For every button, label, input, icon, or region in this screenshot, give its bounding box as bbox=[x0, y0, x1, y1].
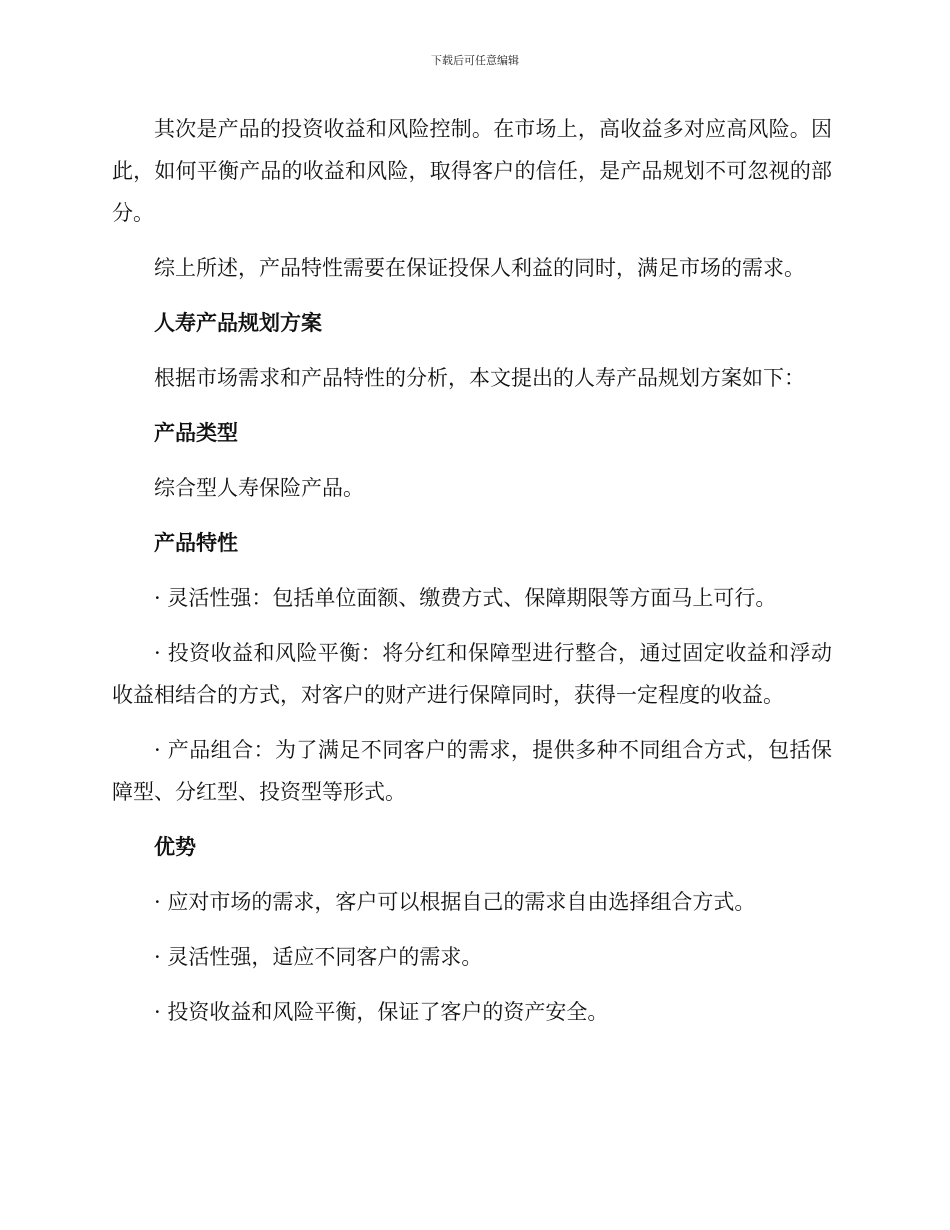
advantage-item-flexibility: · 灵活性强，适应不同客户的需求。 bbox=[154, 945, 483, 969]
paragraph-plan-intro: 根据市场需求和产品特性的分析，本文提出的人寿产品规划方案如下： bbox=[154, 366, 805, 390]
feature-item-combination: · 产品组合：为了满足不同客户的需求，提供多种不同组合方式，包括保障型、分红型、投资型等形式。 bbox=[112, 738, 832, 804]
heading-plan: 人寿产品规划方案 bbox=[154, 310, 322, 335]
heading-product-features: 产品特性 bbox=[154, 530, 238, 555]
paragraph-product-type: 综合型人寿保险产品。 bbox=[154, 476, 364, 500]
advantage-item-market: · 应对市场的需求，客户可以根据自己的需求自由选择组合方式。 bbox=[154, 890, 756, 914]
advantage-item-safety: · 投资收益和风险平衡，保证了客户的资产安全。 bbox=[154, 1000, 609, 1024]
feature-item-balance: · 投资收益和风险平衡：将分红和保障型进行整合，通过固定收益和浮动收益相结合的方式，对客户的财产进行保障同时，获得一定程度的收益。 bbox=[112, 641, 832, 707]
paragraph-risk-control: 其次是产品的投资收益和风险控制。在市场上，高收益多对应高风险。因此，如何平衡产品的收益和风险，取得客户的信任，是产品规划不可忽视的部分。 bbox=[112, 117, 832, 225]
document-body bbox=[112, 108, 832, 1046]
page-header: 下载后可任意编辑 bbox=[431, 54, 519, 67]
paragraph-summary: 综上所述，产品特性需要在保证投保人利益的同时，满足市场的需求。 bbox=[154, 256, 805, 280]
feature-item-flexibility: · 灵活性强：包括单位面额、缴费方式、保障期限等方面马上可行。 bbox=[154, 586, 777, 610]
heading-advantages: 优势 bbox=[154, 834, 196, 859]
heading-product-type: 产品类型 bbox=[154, 420, 238, 445]
